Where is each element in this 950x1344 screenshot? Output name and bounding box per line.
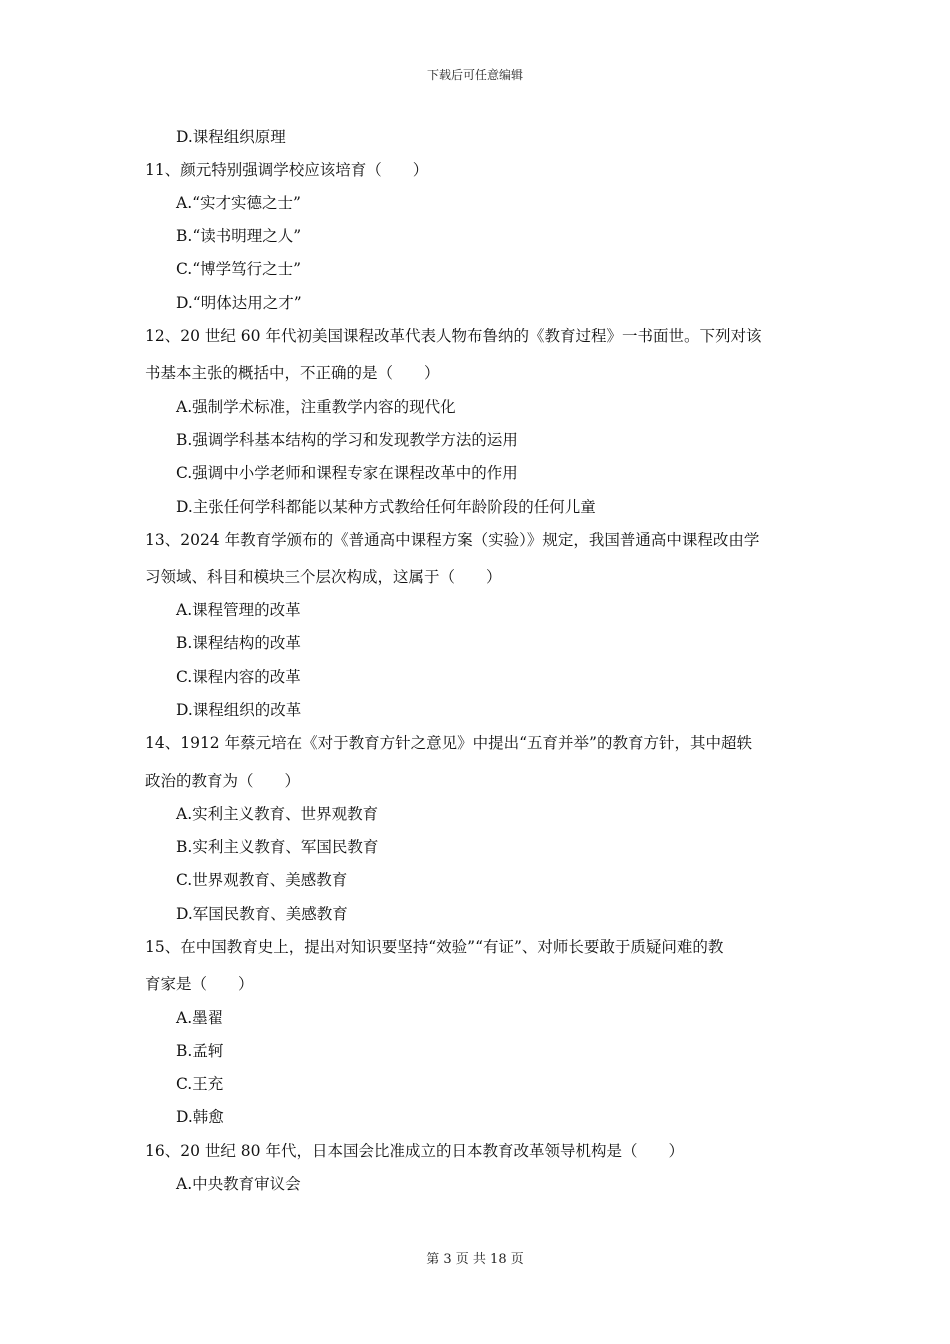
question-line: 14、1912 年蔡元培在《对于教育方针之意见》中提出“五育并举”的教育方针，其中超轶 — [145, 734, 752, 752]
question-line: 育家是（ ） — [145, 975, 254, 993]
page-footer: 第 3 页 共 18 页 — [426, 1252, 524, 1267]
question-line: 12、20 世纪 60 年代初美国课程改革代表人物布鲁纳的《教育过程》一书面世。下列对该 — [145, 327, 762, 345]
option-line: D.“明体达用之才” — [176, 294, 302, 312]
option-line: A.中央教育审议会 — [176, 1175, 301, 1193]
option-line: B.孟轲 — [176, 1042, 224, 1060]
question-line: 11、颜元特别强调学校应该培育（ ） — [145, 161, 429, 179]
option-line: B.课程结构的改革 — [176, 634, 301, 652]
option-line: A.墨翟 — [176, 1009, 224, 1027]
question-line: 15、在中国教育史上，提出对知识要坚持“效验”“有证”、对师长要敢于质疑问难的教 — [145, 938, 724, 956]
question-line: 13、2024 年教育学颁布的《普通高中课程方案（实验）》规定，我国普通高中课程改由学 — [145, 531, 760, 549]
option-line: A.课程管理的改革 — [176, 601, 301, 619]
option-line: B.强调学科基本结构的学习和发现教学方法的运用 — [176, 431, 518, 449]
option-line: C.王充 — [176, 1075, 224, 1093]
option-line: D.韩愈 — [176, 1108, 224, 1126]
question-line: 书基本主张的概括中，不正确的是（ ） — [145, 364, 440, 382]
option-line: D.课程组织的改革 — [176, 701, 302, 719]
option-line: A.“实才实德之士” — [176, 194, 301, 212]
option-line: C.强调中小学老师和课程专家在课程改革中的作用 — [176, 464, 518, 482]
option-line: D.军国民教育、美感教育 — [176, 905, 348, 923]
option-line: B.实利主义教育、军国民教育 — [176, 838, 379, 856]
question-line: 16、20 世纪 80 年代，日本国会比准成立的日本教育改革领导机构是（ ） — [145, 1142, 684, 1160]
question-line: 政治的教育为（ ） — [145, 772, 301, 790]
option-line: C.世界观教育、美感教育 — [176, 871, 348, 889]
option-line: A.实利主义教育、世界观教育 — [176, 805, 379, 823]
option-line: D.课程组织原理 — [176, 128, 286, 146]
option-line: C.课程内容的改革 — [176, 668, 301, 686]
question-line: 习领域、科目和模块三个层次构成，这属于（ ） — [145, 568, 502, 586]
option-line: B.“读书明理之人” — [176, 227, 302, 245]
page-header: 下载后可任意编辑 — [426, 68, 523, 82]
option-line: C.“博学笃行之士” — [176, 260, 302, 278]
option-line: D.主张任何学科都能以某种方式教给任何年龄阶段的任何儿童 — [176, 498, 596, 516]
option-line: A.强制学术标准，注重教学内容的现代化 — [176, 398, 456, 416]
